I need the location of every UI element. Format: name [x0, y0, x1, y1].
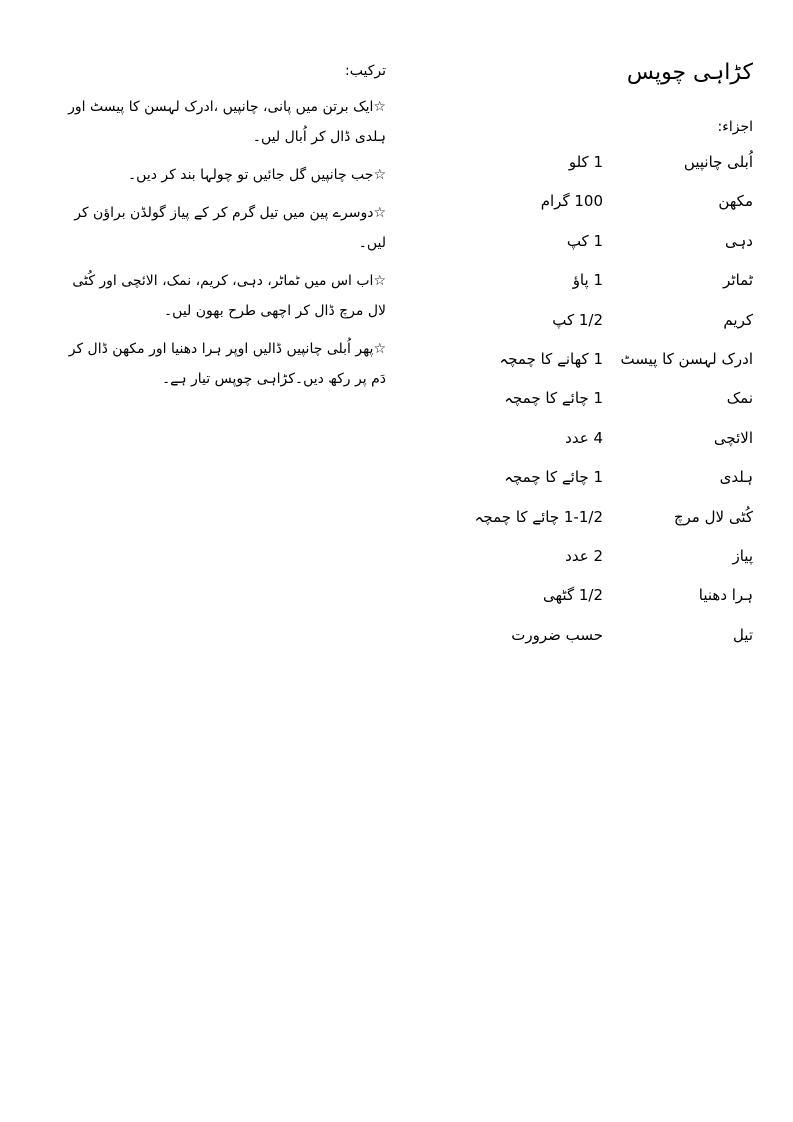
ingredient-quantity: 1/2 گٹھی — [543, 586, 603, 605]
ingredient-quantity: 1 چائے کا چمچہ — [504, 468, 603, 487]
ingredient-row — [413, 583, 753, 622]
ingredient-quantity: 1 کپ — [566, 231, 603, 250]
ingredient-row — [413, 347, 753, 386]
ingredient-name: ٹماٹر — [723, 271, 753, 290]
ingredient-quantity: 1/2 کپ — [552, 310, 603, 329]
ingredient-name: نمک — [726, 389, 753, 408]
method-step: ☆پھر اُبلی چانپیں ڈالیں اوپر ہرا دھنیا اور مکھن ڈال کر دَم پر رکھ دیں۔کڑاہی چوپس تیار ہے۔ — [68, 341, 386, 387]
recipe-title: کڑاہی چوپس — [626, 60, 753, 85]
method-heading: ترکیب: — [345, 63, 386, 79]
ingredient-row — [413, 465, 753, 504]
ingredient-row — [413, 268, 753, 307]
method-step: ☆اب اس میں ٹماٹر، دہی، کریم، نمک، الائچی اور کُٹی لال مرچ ڈال کر اچھی طرح بھون لیں۔ — [72, 273, 386, 319]
ingredient-row — [413, 544, 753, 583]
ingredient-name: کُٹی لال مرچ — [673, 507, 753, 526]
ingredient-row — [413, 189, 753, 228]
ingredient-name: مکھن — [718, 192, 753, 211]
ingredient-name: دہی — [725, 231, 753, 250]
ingredient-row — [413, 623, 753, 662]
ingredient-name: کریم — [723, 310, 753, 329]
method-step: ☆دوسرے پین میں تیل گرم کر کے پیاز گولڈن براؤن کر لیں۔ — [74, 205, 386, 251]
ingredient-quantity: 1 چائے کا چمچہ — [504, 389, 603, 408]
ingredient-row — [413, 426, 753, 465]
ingredient-row — [413, 308, 753, 347]
ingredient-row — [413, 229, 753, 268]
ingredient-quantity: 2 عدد — [565, 546, 603, 565]
ingredient-name: پیاز — [732, 546, 753, 565]
ingredient-quantity: 100 گرام — [540, 192, 603, 211]
method-step: ☆جب چانپیں گل جائیں تو چولہا بند کر دیں۔ — [127, 167, 386, 183]
ingredient-name: اُبلی چانپیں — [683, 153, 753, 171]
ingredient-quantity: حسب ضرورت — [511, 625, 603, 644]
ingredient-quantity: 1 کھانے کا چمچہ — [499, 349, 603, 368]
ingredients-heading: اجزاء: — [717, 119, 753, 135]
ingredient-quantity: 4 عدد — [565, 428, 603, 447]
ingredient-name: ادرک لہسن کا پیسٹ — [620, 349, 753, 368]
method-steps-list — [50, 92, 386, 402]
ingredient-name: ہرا دھنیا — [698, 586, 753, 605]
ingredient-quantity: 1 پاؤ — [572, 271, 603, 290]
ingredient-quantity: 1 کلو — [568, 153, 603, 171]
ingredient-row — [413, 505, 753, 544]
ingredients-list — [413, 150, 753, 662]
ingredient-row — [413, 150, 753, 189]
ingredient-name: تیل — [732, 625, 753, 644]
ingredient-name: الائچی — [713, 428, 753, 447]
ingredient-quantity: 1-1/2 چائے کا چمچہ — [474, 507, 603, 526]
method-step: ☆ایک برتن میں پانی، چانپیں ،ادرک لہسن کا پیسٹ اور ہلدی ڈال کر اُبال لیں۔ — [68, 99, 386, 145]
ingredient-name: ہلدی — [719, 468, 753, 487]
ingredient-row — [413, 386, 753, 425]
